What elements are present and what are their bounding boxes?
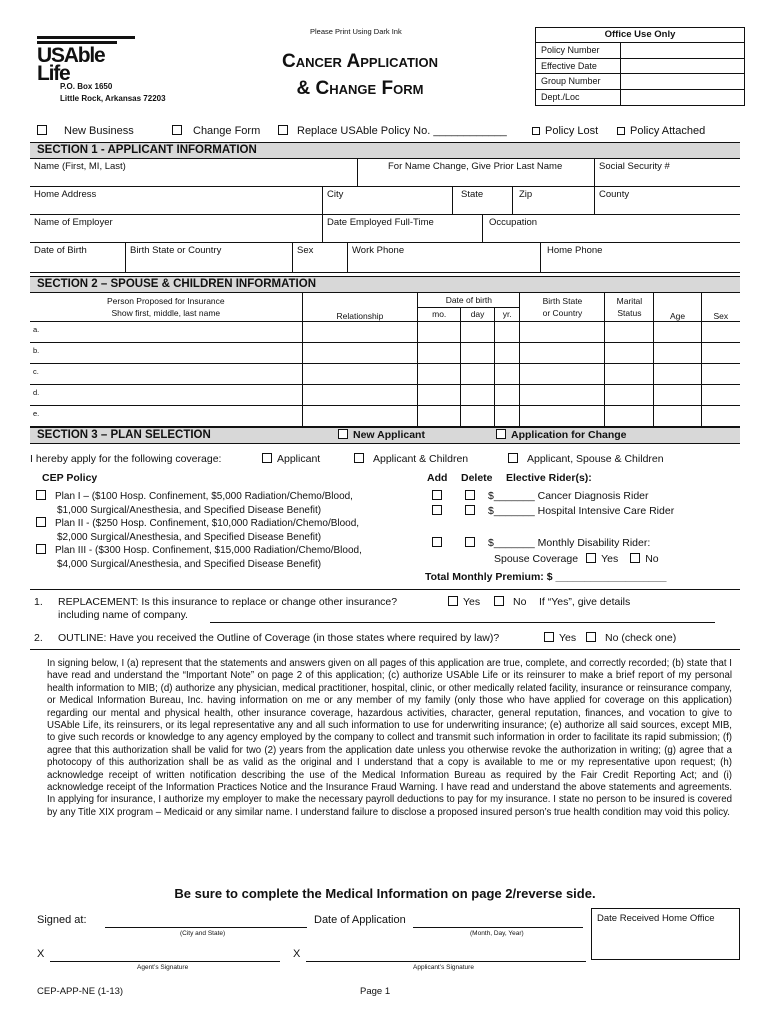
col-dob: Date of birth	[418, 293, 520, 307]
col-yr: yr.	[494, 307, 520, 321]
section-3-header	[30, 427, 740, 444]
q2-yes-checkbox[interactable]	[544, 632, 554, 642]
coverage-app-spouse-children-label: Applicant, Spouse & Children	[527, 453, 664, 465]
office-dept-loc: Dept./Loc	[536, 90, 621, 106]
rider-1-delete-checkbox[interactable]	[465, 490, 475, 500]
replace-policy-checkbox[interactable]	[278, 125, 288, 135]
col-mo: mo.	[418, 307, 461, 321]
applicant-signature-line[interactable]	[306, 961, 586, 962]
office-group-number: Group Number	[536, 74, 621, 89]
spouse-coverage-label: Spouse Coverage	[494, 553, 579, 565]
coverage-app-spouse-children-checkbox[interactable]	[508, 453, 518, 463]
table-row[interactable]: e.	[30, 405, 740, 426]
signed-at-line[interactable]	[105, 927, 307, 928]
spouse-no-checkbox[interactable]	[630, 553, 640, 563]
state-field[interactable]	[452, 187, 512, 214]
home-phone-label: Home Phone	[547, 245, 603, 256]
authorization-text: In signing below, I (a) represent that the statements and answers given on all pages of this application are true, complete, and correctly recorded; (b) state that I have read and understand the “Important Note” on page 2 of this application; (c) authorize USAble Life or its reinsurer to make a brief report of my personal health information to MIB; (d) authorize any physician, medical practitioner, hospital, clinic, or other medically related facility, insurance or reinsurance company, or Medical Information Bureau, Inc. having information on me or any member of my family (only those who have applied for coverage on this application) regarding our mental and physical health, other insurance coverage, hazardous activities, character, general reputation, finances, and vocation to give to USAble Life, its reinsurers, or its legal representative any and all such information to use for underwriting insurance; (e) authorize all said sources, except MIB, to give such records or knowledge to any agency employed by the company to collect and transmit such information in order to facilitate its rapid submission; (f) agree that this authorization shall be valid for two (2) years from the application date unless you otherwise revoke the authorization in writing; (g) agree that a photocopy of this authorization shall be as valid as the original and I understand that a copy is available to me or my representative upon request; (h) acknowledge receipt of written notification describing the use of the Medical Information Bureau as required by the Fair Credit Reporting Act; and (i) acknowledge receipt of the Information Practices Notice and the Insurance Fraud Warning. I have read and understand the above statements and agreements. In applying for insurance, I authorize my employer to make the necessary payroll deductions to pay for my insurance. I state no person to be insured is covered by any Title XIX program – Medicaid or any similar name. I understand failure to disclose a proposed insured person’s true health condition may void this policy.	[47, 658, 732, 818]
section-1-header: SECTION 1 - APPLICANT INFORMATION	[30, 142, 740, 159]
agent-signature-line[interactable]	[50, 961, 280, 962]
table-row[interactable]: d.	[30, 384, 740, 405]
elective-riders-label: Elective Rider(s):	[506, 472, 592, 484]
month-day-year-caption: (Month, Day, Year)	[470, 930, 524, 937]
q2-no-label: No (check one)	[605, 632, 677, 644]
policy-attached-checkbox[interactable]	[617, 127, 625, 135]
date-received-box[interactable]	[591, 908, 740, 960]
office-use-title: Office Use Only	[536, 28, 744, 43]
title-line-2: & Change Form	[296, 78, 424, 99]
col-age: Age	[654, 293, 701, 321]
coverage-app-children-label: Applicant & Children	[373, 453, 469, 465]
plan-1-line-2: $1,000 Surgical/Anesthesia, and Specified Disease Benefit)	[57, 504, 322, 516]
state-label: State	[461, 189, 484, 200]
zip-field[interactable]	[512, 187, 594, 214]
table-row[interactable]: c.	[30, 363, 740, 384]
q2-text: OUTLINE: Have you received the Outline of Coverage (in those states where required by law)?	[58, 632, 500, 644]
form-code: CEP-APP-NE (1-13)	[37, 986, 124, 997]
divider	[30, 649, 740, 650]
q1-yes-checkbox[interactable]	[448, 596, 458, 606]
name-field[interactable]	[30, 159, 357, 186]
q1-line-2: including name of company.	[58, 609, 188, 621]
q2-yes-label: Yes	[559, 632, 577, 644]
applicant-signature-caption: Applicant’s Signature	[413, 964, 474, 971]
rider-3-delete-checkbox[interactable]	[465, 537, 475, 547]
occupation-label: Occupation	[489, 217, 538, 228]
rider-1-label: $_______ Cancer Diagnosis Rider	[488, 490, 649, 502]
ssn-label: Social Security #	[599, 161, 670, 172]
work-phone-label: Work Phone	[352, 245, 405, 256]
county-label: County	[599, 189, 630, 200]
col-birth-state: Birth State or Country	[520, 293, 605, 321]
q1-details-label: If “Yes”, give details	[539, 596, 631, 608]
application-type-options	[37, 125, 737, 137]
sex-field[interactable]	[292, 243, 347, 272]
birth-state-label: Birth State or Country	[130, 245, 222, 256]
address-line-1: P.O. Box 1650	[60, 82, 113, 91]
add-label: Add	[427, 472, 448, 484]
work-phone-field[interactable]	[347, 243, 540, 272]
address-line-2: Little Rock, Arkansas 72203	[60, 94, 166, 103]
section-1-row-4	[30, 243, 740, 273]
date-of-application-line[interactable]	[413, 927, 583, 928]
rider-2-delete-checkbox[interactable]	[465, 505, 475, 515]
policy-lost-label: Policy Lost	[545, 125, 599, 137]
date-employed-label: Date Employed Full-Time	[327, 217, 434, 228]
question-1	[34, 596, 734, 608]
rider-options	[432, 490, 742, 565]
section-1-row-1	[30, 159, 740, 187]
section-1-row-2	[30, 187, 740, 215]
coverage-app-children-checkbox[interactable]	[354, 453, 364, 463]
city-label: City	[327, 189, 344, 200]
plan-3-line-1: Plan III - ($300 Hosp. Confinement, $15,000 Radiation/Chemo/Blood,	[55, 545, 362, 556]
policy-lost-checkbox[interactable]	[532, 127, 540, 135]
table-row[interactable]: a.	[30, 321, 740, 342]
cep-policy-label: CEP Policy	[42, 472, 98, 484]
app-for-change-checkbox[interactable]	[496, 429, 506, 439]
print-instruction: Please Print Using Dark Ink	[310, 27, 402, 36]
usable-life-logo	[37, 36, 135, 83]
applicant-x-mark: X	[293, 948, 301, 960]
plan-3-line-2: $4,000 Surgical/Anesthesia, and Specified Disease Benefit)	[57, 558, 322, 570]
county-field[interactable]	[594, 187, 740, 214]
date-employed-field[interactable]	[322, 215, 482, 242]
zip-label: Zip	[519, 189, 533, 200]
delete-label: Delete	[461, 472, 493, 484]
plan-1-line-1: Plan I – ($100 Hosp. Confinement, $5,000 Radiation/Chemo/Blood,	[55, 491, 353, 502]
city-field[interactable]	[322, 187, 452, 214]
prior-name-label: For Name Change, Give Prior Last Name	[388, 161, 563, 172]
plan-2-line-2: $2,000 Surgical/Anesthesia, and Specified Disease Benefit)	[57, 531, 322, 543]
city-state-caption: (City and State)	[180, 930, 226, 937]
app-for-change-label: Application for Change	[511, 429, 627, 441]
occupation-field[interactable]	[482, 215, 740, 242]
question-2	[34, 632, 734, 644]
page-number: Page 1	[360, 986, 391, 997]
q1-text: REPLACEMENT: Is this insurance to replace or change other insurance?	[58, 596, 398, 608]
name-label: Name (First, MI, Last)	[34, 161, 126, 172]
spouse-yes-checkbox[interactable]	[586, 553, 596, 563]
hereby-label: I hereby apply for the following coverage:	[30, 453, 222, 465]
q1-yes-label: Yes	[463, 596, 481, 608]
replace-policy-label: Replace USAble Policy No. ____________	[297, 125, 507, 137]
rider-3-label: $_______ Monthly Disability Rider:	[488, 537, 651, 549]
office-use-box	[535, 27, 745, 106]
col-sex: Sex	[701, 293, 740, 321]
employer-label: Name of Employer	[34, 217, 113, 228]
birth-state-field[interactable]	[125, 243, 292, 272]
section-1-row-3	[30, 215, 740, 243]
date-received-label: Date Received Home Office	[597, 913, 715, 924]
sex-label: Sex	[297, 245, 314, 256]
change-form-label: Change Form	[193, 125, 261, 137]
new-applicant-label: New Applicant	[353, 429, 425, 441]
ssn-field[interactable]	[594, 159, 740, 186]
plan-2-checkbox[interactable]	[36, 517, 46, 527]
col-day: day	[461, 307, 495, 321]
home-address-field[interactable]	[30, 187, 322, 214]
date-of-application-label: Date of Application	[314, 914, 406, 926]
plan-2-line-1: Plan II - ($250 Hosp. Confinement, $10,000 Radiation/Chemo/Blood,	[55, 518, 360, 529]
rider-1-add-checkbox[interactable]	[432, 490, 442, 500]
col-marital: Marital Status	[605, 293, 654, 321]
dob-field[interactable]	[30, 243, 125, 272]
q1-details-line[interactable]	[210, 622, 715, 623]
spouse-no-label: No	[645, 553, 659, 565]
new-business-label: New Business	[64, 125, 134, 137]
office-effective-date: Effective Date	[536, 59, 621, 74]
table-row[interactable]: b.	[30, 342, 740, 363]
title-line-1: Cancer Application	[282, 51, 438, 72]
plan-1-checkbox[interactable]	[36, 490, 46, 500]
agent-signature-caption: Agent’s Signature	[137, 964, 189, 971]
total-premium[interactable]: Total Monthly Premium: $ ___________________	[425, 571, 667, 583]
rider-2-add-checkbox[interactable]	[432, 505, 442, 515]
q2-no-checkbox[interactable]	[586, 632, 596, 642]
office-policy-number: Policy Number	[536, 43, 621, 58]
home-address-label: Home Address	[34, 189, 97, 200]
q1-number: 1.	[34, 596, 43, 608]
section-2-header: SECTION 2 – SPOUSE & CHILDREN INFORMATION	[30, 276, 740, 293]
employer-field[interactable]	[30, 215, 322, 242]
agent-x-mark: X	[37, 948, 45, 960]
spouse-children-table	[30, 293, 740, 427]
col-relationship: Relationship	[302, 293, 418, 321]
change-form-checkbox[interactable]	[172, 125, 182, 135]
rider-2-label: $_______ Hospital Intensive Care Rider	[488, 505, 675, 517]
prior-name-field[interactable]	[357, 159, 594, 186]
q1-no-checkbox[interactable]	[494, 596, 504, 606]
coverage-selection	[30, 453, 740, 465]
q2-number: 2.	[34, 632, 43, 644]
dob-label: Date of Birth	[34, 245, 87, 256]
page-2-reminder: Be sure to complete the Medical Information on page 2/reverse side.	[174, 886, 596, 901]
company-address	[60, 81, 166, 105]
divider	[30, 589, 740, 590]
new-business-checkbox[interactable]	[37, 125, 47, 135]
col-person: Person Proposed for Insurance Show first, middle, last name	[30, 293, 302, 321]
plan-options	[36, 490, 416, 571]
coverage-applicant-checkbox[interactable]	[262, 453, 272, 463]
q1-no-label: No	[513, 596, 527, 608]
section-3-title: SECTION 3 – PLAN SELECTION	[37, 429, 211, 441]
policy-attached-label: Policy Attached	[630, 125, 706, 137]
new-applicant-checkbox[interactable]	[338, 429, 348, 439]
rider-3-add-checkbox[interactable]	[432, 537, 442, 547]
form-title	[240, 48, 480, 102]
plan-3-checkbox[interactable]	[36, 544, 46, 554]
coverage-applicant-label: Applicant	[277, 453, 321, 465]
signed-at-label: Signed at:	[37, 914, 87, 926]
logo-text: USAble Life	[37, 44, 105, 85]
home-phone-field[interactable]	[540, 243, 740, 272]
spouse-yes-label: Yes	[601, 553, 619, 565]
